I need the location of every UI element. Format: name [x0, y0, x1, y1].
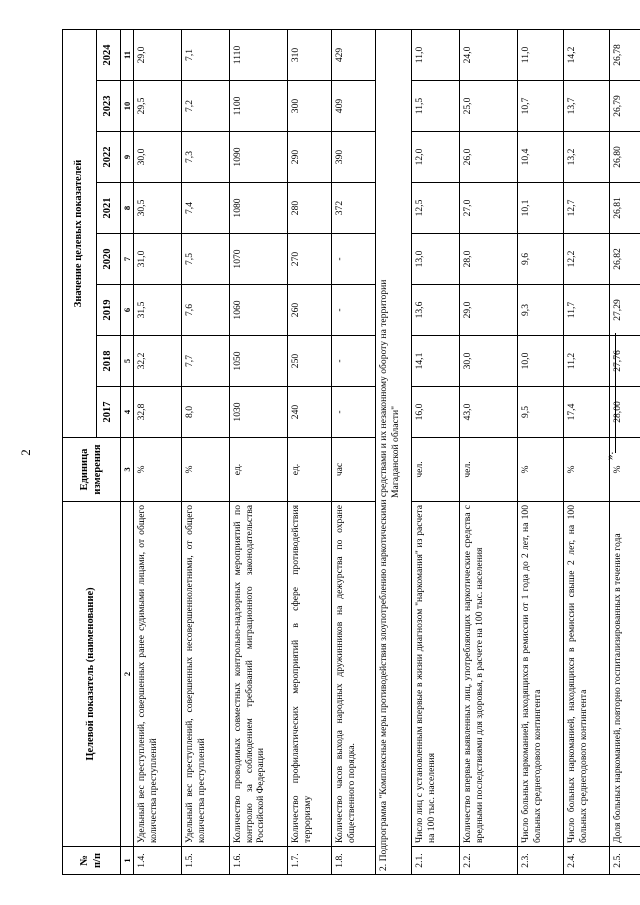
indicator-name: Число больных наркоманией, находящихся в ремиссии от 1 года до 2 лет, на 100 больных среднегодового контингента: [518, 502, 564, 847]
row-number: 2.3.: [518, 847, 564, 875]
header-year: 2024: [97, 29, 121, 80]
row-number: 2.4.: [564, 847, 610, 875]
table-row: [460, 29, 518, 874]
unit-cell: %: [134, 438, 182, 502]
value-cell: 12,0: [412, 132, 460, 183]
header-year: 2021: [97, 183, 121, 234]
value-cell: -: [332, 387, 376, 438]
header-unit: Единица измерения: [63, 438, 121, 502]
unit-cell: час: [332, 438, 376, 502]
value-cell: 13,6: [412, 285, 460, 336]
value-cell: 7,1: [182, 29, 230, 80]
table-row: [332, 29, 376, 874]
value-cell: 11,0: [412, 29, 460, 80]
section-2-line1: 2. Подпрограмма "Комплексные меры противодействия злоупотреблению наркотическими средствами и их незаконному обороту на территории: [378, 279, 390, 871]
column-index: 1: [121, 847, 134, 875]
header-year: 2019: [97, 285, 121, 336]
value-cell: 310: [288, 29, 332, 80]
value-cell: 17,4: [564, 387, 610, 438]
value-cell: 12,2: [564, 234, 610, 285]
header-values-group: Значение целевых показателей: [63, 29, 97, 437]
unit-cell: ед.: [288, 438, 332, 502]
indicator-name: Удельный вес преступлений, совершенных ранее судимыми лицами, от общего количества преступлений: [134, 502, 182, 847]
value-cell: 1080: [230, 183, 288, 234]
unit-cell: ед.: [230, 438, 288, 502]
row-number: 2.1.: [412, 847, 460, 875]
value-cell: 11,0: [518, 29, 564, 80]
value-cell: 7,6: [182, 285, 230, 336]
table-row: [134, 29, 182, 874]
value-cell: 30,5: [134, 183, 182, 234]
row-number: 1.4.: [134, 847, 182, 875]
indicator-name: Число больных наркоманией, находящихся в ремиссии свыше 2 лет, на 100 больных среднегодового контингента: [564, 502, 610, 847]
row-number: 2.2.: [460, 847, 518, 875]
value-cell: 29,5: [134, 81, 182, 132]
value-cell: 26,79: [610, 81, 640, 132]
value-cell: 28,00: [610, 387, 640, 438]
value-cell: 31,0: [134, 234, 182, 285]
indicator-name: Доля больных наркоманией, повторно госпитализированных в течение года: [610, 502, 640, 847]
value-cell: 7,3: [182, 132, 230, 183]
value-cell: 8,0: [182, 387, 230, 438]
table-row: [288, 29, 332, 874]
column-index: 7: [121, 234, 134, 285]
column-index: 5: [121, 336, 134, 387]
value-cell: 27,76: [610, 336, 640, 387]
header-year: 2023: [97, 81, 121, 132]
value-cell: 7,4: [182, 183, 230, 234]
column-index: 8: [121, 183, 134, 234]
value-cell: 280: [288, 183, 332, 234]
value-cell: 270: [288, 234, 332, 285]
table-row: [230, 29, 288, 874]
value-cell: 9,5: [518, 387, 564, 438]
value-cell: 7,2: [182, 81, 230, 132]
section-2-line2: Магаданской области": [389, 405, 401, 498]
value-cell: 260: [288, 285, 332, 336]
table-row: [518, 29, 564, 874]
row-number: 1.5.: [182, 847, 230, 875]
value-cell: 13,2: [564, 132, 610, 183]
value-cell: 16,0: [412, 387, 460, 438]
value-cell: 1060: [230, 285, 288, 336]
value-cell: 26,82: [610, 234, 640, 285]
value-cell: 10,7: [518, 81, 564, 132]
value-cell: 11,2: [564, 336, 610, 387]
value-cell: 1070: [230, 234, 288, 285]
unit-cell: %: [182, 438, 230, 502]
value-cell: 409: [332, 81, 376, 132]
header-year: 2018: [97, 336, 121, 387]
column-index: 4: [121, 387, 134, 438]
page-number: 2: [18, 449, 33, 456]
unit-cell: чел.: [412, 438, 460, 502]
unit-cell: %: [518, 438, 564, 502]
value-cell: 14,1: [412, 336, 460, 387]
value-cell: 31,5: [134, 285, 182, 336]
value-cell: 32,2: [134, 336, 182, 387]
indicator-name: Количество часов выхода народных дружинников на дежурства по охране общественного порядка.: [332, 502, 376, 847]
row-number: 2.5.: [610, 847, 640, 875]
value-cell: 10,0: [518, 336, 564, 387]
table-row: [564, 29, 610, 874]
value-cell: 26,78: [610, 29, 640, 80]
unit-cell: %: [564, 438, 610, 502]
value-cell: 28,0: [460, 234, 518, 285]
value-cell: 25,0: [460, 81, 518, 132]
value-cell: 11,5: [412, 81, 460, 132]
indicator-name: Удельный вес преступлений, совершенных несовершеннолетними, от общего количества преступлений: [182, 502, 230, 847]
value-cell: -: [332, 336, 376, 387]
value-cell: 10,1: [518, 183, 564, 234]
value-cell: 30,0: [134, 132, 182, 183]
target-indicators-table: [62, 29, 640, 875]
value-cell: 13,0: [412, 234, 460, 285]
value-cell: 26,0: [460, 132, 518, 183]
value-cell: 29,0: [460, 285, 518, 336]
value-cell: 26,81: [610, 183, 640, 234]
row-number: 1.7.: [288, 847, 332, 875]
value-cell: 29,0: [134, 29, 182, 80]
value-cell: 1050: [230, 336, 288, 387]
column-index-row: [121, 29, 134, 874]
value-cell: 7,7: [182, 336, 230, 387]
column-index: 6: [121, 285, 134, 336]
value-cell: -: [332, 234, 376, 285]
indicator-name: Количество впервые выявленных лиц, употребляющих наркотические средства с вредными последствиями для здоровья, в расчете на 100 тыс. населения: [460, 502, 518, 847]
row-number: 1.8.: [332, 847, 376, 875]
value-cell: 12,7: [564, 183, 610, 234]
header-year: 2022: [97, 132, 121, 183]
value-cell: 13,7: [564, 81, 610, 132]
header-num: № п/п: [63, 847, 121, 875]
column-index: 2: [121, 502, 134, 847]
indicator-name: Число лиц с установленным впервые в жизни диагнозом "наркомания" из расчета на 100 тыс. населения: [412, 502, 460, 847]
closing-quote: ».: [604, 451, 616, 460]
column-index: 9: [121, 132, 134, 183]
value-cell: 12,5: [412, 183, 460, 234]
value-cell: 290: [288, 132, 332, 183]
value-cell: 250: [288, 336, 332, 387]
value-cell: 7,5: [182, 234, 230, 285]
table-row: [412, 29, 460, 874]
value-cell: 9,3: [518, 285, 564, 336]
value-cell: 429: [332, 29, 376, 80]
column-index: 10: [121, 81, 134, 132]
value-cell: 240: [288, 387, 332, 438]
column-index: 11: [121, 29, 134, 80]
value-cell: 1100: [230, 81, 288, 132]
header-year: 2020: [97, 234, 121, 285]
table-row: [182, 29, 230, 874]
value-cell: 390: [332, 132, 376, 183]
unit-cell: чел.: [460, 438, 518, 502]
closing-rule: [615, 333, 616, 453]
value-cell: 26,80: [610, 132, 640, 183]
value-cell: 10,4: [518, 132, 564, 183]
row-number: 1.6.: [230, 847, 288, 875]
value-cell: 27,0: [460, 183, 518, 234]
value-cell: 300: [288, 81, 332, 132]
indicator-name: Количество проводимых совместных контрольно-надзорных мероприятий по контролю за соблюдением требований миграционного законодательства Российской Федерации: [230, 502, 288, 847]
value-cell: 27,29: [610, 285, 640, 336]
indicator-name: Количество профилактических мероприятий в сфере противодействия терроризму: [288, 502, 332, 847]
section-2-heading: [376, 29, 412, 874]
value-cell: 1030: [230, 387, 288, 438]
value-cell: 30,0: [460, 336, 518, 387]
value-cell: 372: [332, 183, 376, 234]
value-cell: 24,0: [460, 29, 518, 80]
value-cell: -: [332, 285, 376, 336]
value-cell: 11,7: [564, 285, 610, 336]
column-index: 3: [121, 438, 134, 502]
value-cell: 14,2: [564, 29, 610, 80]
header-indicator: Целевой показатель (наименование): [63, 502, 121, 847]
unit-cell: %: [610, 438, 640, 502]
value-cell: 1110: [230, 29, 288, 80]
value-cell: 32,8: [134, 387, 182, 438]
value-cell: 9,6: [518, 234, 564, 285]
value-cell: 1090: [230, 132, 288, 183]
header-year: 2017: [97, 387, 121, 438]
value-cell: 43,0: [460, 387, 518, 438]
